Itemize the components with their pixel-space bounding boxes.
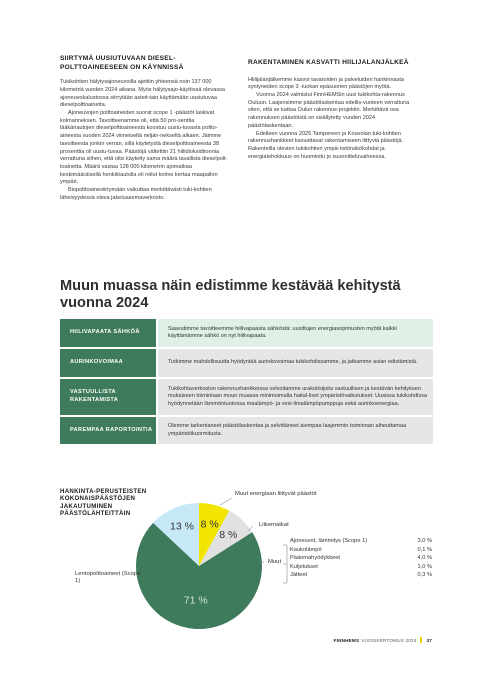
page-number: 37 [426, 637, 432, 643]
breakdown-bracket [283, 545, 287, 583]
row-text: Tukikohtaverkoston rakennushankkeissa velvoitamme urakoitsijoita vastuullisen ja kestävän kehityksen mukaiseen toimintaan muun muassa minimoimalla haital-liset ympäristövaikutukset. Uusissa tukikohdissa hyödynnetään lämmöntuotossa maalämpö- ja vesi-ilmalämpöpumppuja sekä aurinkoenergiaa. [158, 379, 433, 415]
slice-value-label: 13 % [170, 520, 194, 533]
list-item: Jätteet 0,3 % [290, 572, 432, 579]
row-text: Olemme tarkentaneet päästölaskentaa ja selvittäneet aiempaa laajemmin toiminnan aiheuttamaa ympäristökuormitusta. [158, 417, 433, 444]
page-footer [334, 637, 432, 643]
chart-title: HANKINTA-PERUSTEISTEN KOKONAISPÄÄSTÖJEN JAKAUTUMINEN PÄÄSTÖLÄHTEITTÄIN [60, 488, 147, 517]
row-label: AURINKOVOIMAA [60, 349, 156, 377]
left-paragraph-3: Biopolttoainesiirtymään vaikuttaa merkittävästi tuki-kohtien läheisyydessä oleva jakeluasemaverkosto. [60, 187, 212, 201]
right-paragraph-3: Edelleen vuonna 2025 Tampereen ja Kouvolan tuki-kohtien rakennushankkeet kasvattavat rakentamiseen liittyviä päästöjä. Rakenteilla olevien tukikohtien ympä-ristönäkökohdat ja energiatehokkuus on huomioitu jo suunnitteluvaiheessa. [248, 130, 404, 160]
row-text: Tutkimme mahdollisuutta hyödyntää aurinkovoimaa tukikohdissamme, ja jatkamme asian edistämistä. [158, 349, 433, 377]
row-text: Saavutimme tavoitteemme hiilivapaasta sähköstä: uusittujen energiasopimusten myötä kaikki käyttämämme sähkö on nyt hiilivapaata. [158, 319, 433, 347]
row-label: VASTUULLISTA RAKENTAMISTA [60, 379, 156, 415]
row-label: HIILIVAPAATA SÄHKÖÄ [60, 319, 156, 347]
list-item: Kuljetukset 1,0 % [290, 563, 432, 570]
row-label: PAREMPAA RAPORTOINTIA [60, 417, 156, 444]
list-item: Pääomahyödykkeet 4,0 % [290, 555, 432, 562]
right-heading: RAKENTAMINEN KASVATTI HIILIJALANJÄLKEÄ [248, 59, 409, 66]
footer-report: VUOSIKERTOMUS 2024 [361, 637, 417, 643]
section-title: Muun muassa näin edistimme kestävää kehitystä vuonna 2024 [60, 278, 401, 311]
left-paragraph-2: Ajoneuvojen polttoaineiden suorat scope 1 -päästöt laskivat kolmanneksen. Tavoitteenamme oli, että 50 pro-senttia lääkäriautojen dieselpolttoaineesta koostuu uusiu-tuvasta poltto-aineesta vuoden 2024 viimeiseltä neljän-nekseltä alkaen. Jäimme tavoitteesta jonkin verran, sillä käytetystä dieselpolttoaineesta 38 prosenttia oli uusiu-tuvaa. Päästöjä vältettiin 21 hiilidioksiditonnia verrattuna siihen, että olisi käytetty sama määrä tavallista dieselpolt-toainetta. Määrä vastaa 128 000 kilometrin ajomatkaa keskimääräisellä henkilöautolla eli reilut kolme kertaa maapallon ympäri. [60, 110, 228, 186]
slice-value-label: 71 % [183, 594, 208, 607]
slice-name-muut: Muut [268, 559, 282, 565]
footer-brand: FINNHEMS [333, 637, 360, 643]
left-paragraph-1: Tukikohtien hälytysajoneuvoilla ajettiin yhteensä noin 137 000 kilometriä vuoden 2024 aikana. Myös hälytysajo-käytössä olevassa ajoneuvokalustossa siirrytään asteit-tain käyttämään uusiutuvaa dieselpolttoainetta. [60, 79, 225, 109]
right-paragraph-1: Hiilijalanjälkemme kasvoi tavaroiden ja palveluiden hankinnasta syntyneiden scope 3 -luokan epäsuorien päästöjen myötä. [248, 76, 405, 91]
footer-accent-bar [420, 637, 422, 643]
slice-value-label: 8 % [219, 528, 238, 541]
slice-name-liikematkat: Liikematkat [259, 522, 289, 528]
list-item: Ajoneuvot, lämmitys (Scope 1) 3,0 % [290, 538, 432, 544]
slice-name-muut-energia: Muut energiaan liittyvät päästöt [235, 491, 317, 497]
right-paragraph-2: Vuonna 2024 valmistui FinnHEMSin uusi tukikohta-rakennus Ouluun. Laajensimme päästölaskentaa edellis-vuoteen verrattuna siten, että se kattaa Oulun rakennus-projektin. Merkittävä osa rakennuksen päästöistä on sisällytetty vuoden 2024 päästölaskentaan. [248, 92, 410, 129]
slice-value-label: 8 % [200, 518, 219, 531]
slice-name-lentopolttoaineet: Lentopolttoaineet (Scope 1) [75, 571, 141, 585]
left-heading: SIIRTYMÄ UUSIUTUVAAN DIESEL-POLTTOAINEESEEN ON KÄYNNISSÄ [60, 55, 184, 71]
list-item: Kaukolämpö 0,1 % [290, 546, 432, 553]
leader-line [220, 498, 232, 505]
muut-breakdown [290, 537, 432, 580]
